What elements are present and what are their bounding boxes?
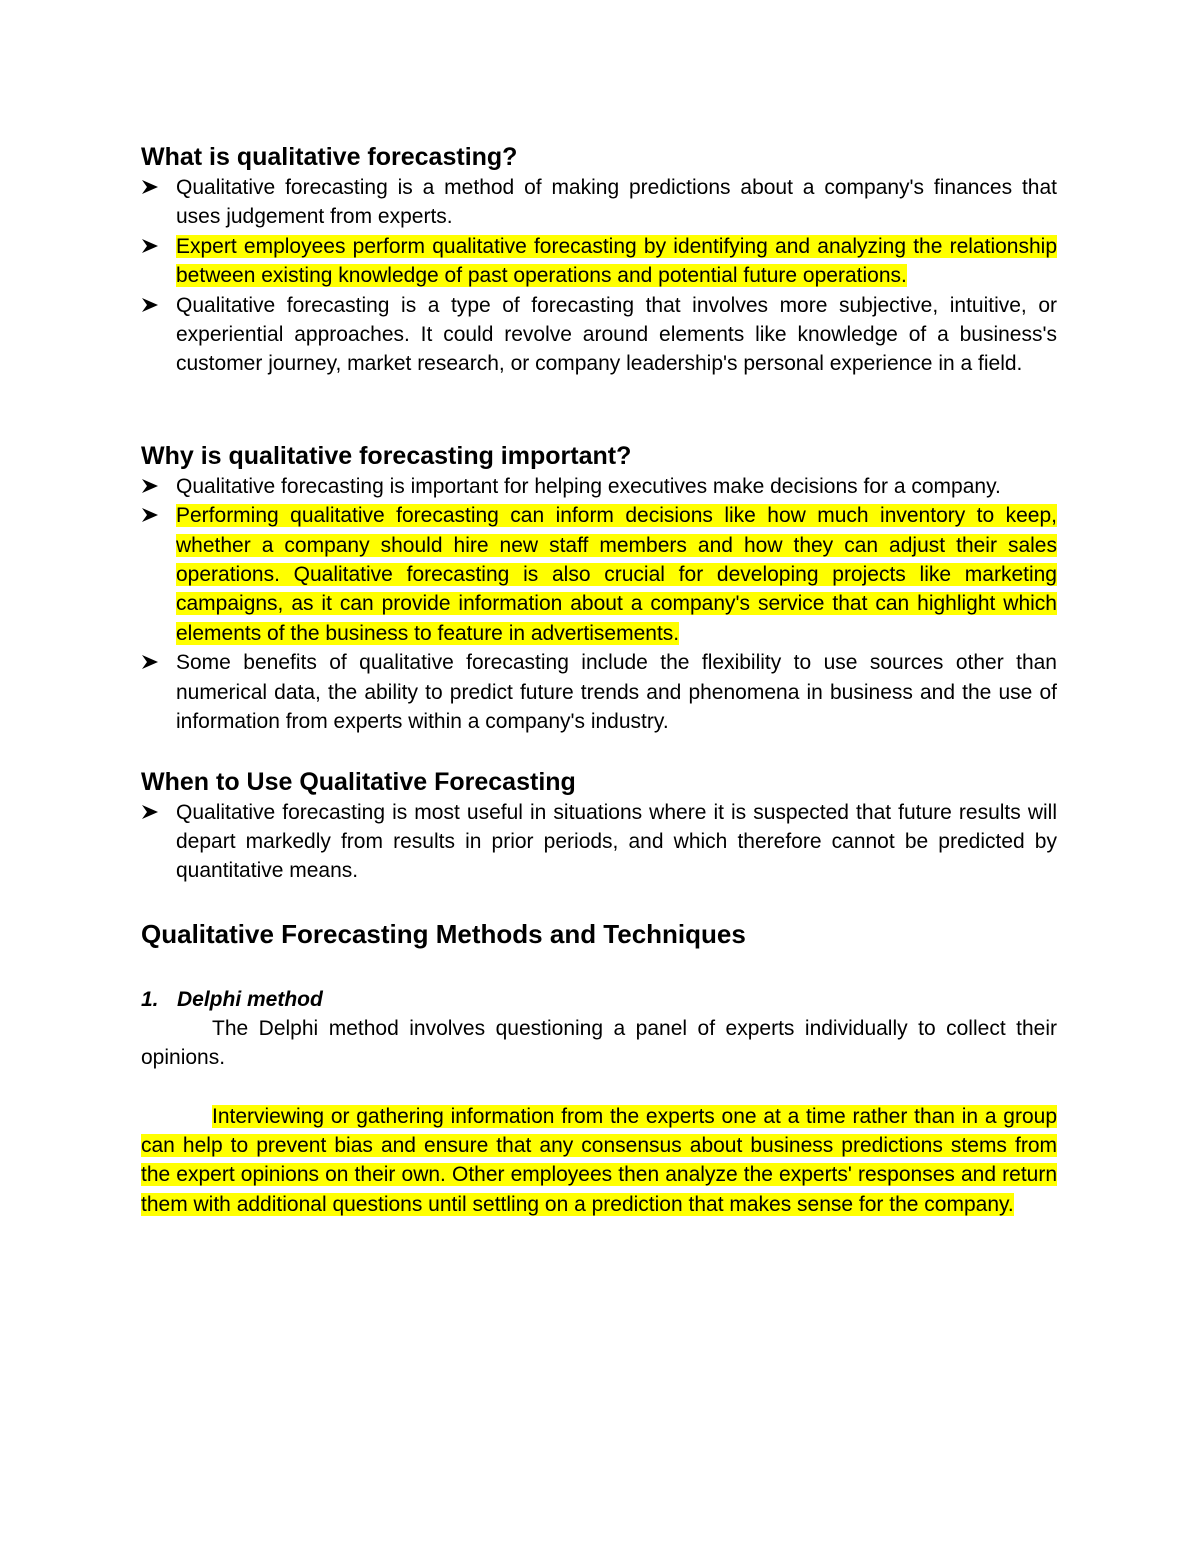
list-item bbox=[141, 648, 1057, 736]
list-item bbox=[141, 173, 1057, 232]
bullet-list-what-is bbox=[141, 173, 1057, 379]
arrow-bullet-icon bbox=[141, 648, 163, 677]
list-item bbox=[141, 472, 1057, 501]
method-number: 1. bbox=[141, 987, 159, 1011]
bullet-text: Qualitative forecasting is a method of making predictions about a company's finances that uses judgement from experts. bbox=[176, 176, 1057, 229]
arrow-bullet-icon bbox=[141, 232, 163, 261]
list-item bbox=[141, 501, 1057, 648]
list-item bbox=[141, 232, 1057, 291]
bullet-text-highlighted: Expert employees perform qualitative forecasting by identifying and analyzing the relationship between existing knowledge of past operations and potential future operations. bbox=[176, 234, 1057, 288]
bullet-text-highlighted: Performing qualitative forecasting can inform decisions like how much inventory to keep, whether a company should hire new staff members and how they can adjust their sales operations. Qualitative forecasting is also crucial for developing projects like marketing campaigns, as it can provide information about a company's service that can highlight which elements of the business to feature in advertisements. bbox=[176, 504, 1057, 645]
arrow-bullet-icon bbox=[141, 472, 163, 501]
list-item bbox=[141, 798, 1057, 886]
bullet-text: Qualitative forecasting is a type of forecasting that involves more subjective, intuitive, or experiential approaches. It could revolve around elements like knowledge of a business's customer journey, market research, or company leadership's personal experience in a field. bbox=[176, 293, 1057, 376]
bullet-list-why-important bbox=[141, 472, 1057, 737]
bullet-text: Some benefits of qualitative forecasting include the flexibility to use sources other than numerical data, the ability to predict future trends and phenomena in business and the use of information from experts within a company's industry. bbox=[176, 651, 1057, 734]
bullet-text: Qualitative forecasting is important for helping executives make decisions for a company. bbox=[176, 474, 1001, 498]
heading-what-is: What is qualitative forecasting? bbox=[141, 143, 518, 171]
arrow-bullet-icon bbox=[141, 798, 163, 827]
arrow-bullet-icon bbox=[141, 501, 163, 530]
method-delphi-heading bbox=[141, 985, 1057, 1014]
document-content bbox=[141, 141, 1057, 1219]
bullet-text: Qualitative forecasting is most useful in situations where it is suspected that future results will depart markedly from results in prior periods, and which therefore cannot be predicted by quantitative means. bbox=[176, 800, 1057, 883]
heading-methods: Qualitative Forecasting Methods and Techniques bbox=[141, 918, 746, 949]
heading-when-to-use: When to Use Qualitative Forecasting bbox=[141, 767, 576, 796]
arrow-bullet-icon bbox=[141, 173, 163, 202]
delphi-paragraph-1: The Delphi method involves questioning a panel of experts individually to collect their opinions. bbox=[141, 1016, 1057, 1070]
delphi-paragraph-2 bbox=[141, 1102, 1057, 1220]
arrow-bullet-icon bbox=[141, 291, 163, 320]
delphi-paragraph-2-highlighted: Interviewing or gathering information from the experts one at a time rather than in a group can help to prevent bias and ensure that any consensus about business predictions stems from the expert opinions on their own. Other employees then analyze the experts' responses and return them with additional questions until settling on a prediction that makes sense for the company. bbox=[141, 1104, 1057, 1216]
method-title: Delphi method bbox=[177, 987, 323, 1011]
heading-why-important: Why is qualitative forecasting important? bbox=[141, 441, 632, 470]
list-item bbox=[141, 291, 1057, 379]
bullet-list-when-to-use bbox=[141, 798, 1057, 886]
